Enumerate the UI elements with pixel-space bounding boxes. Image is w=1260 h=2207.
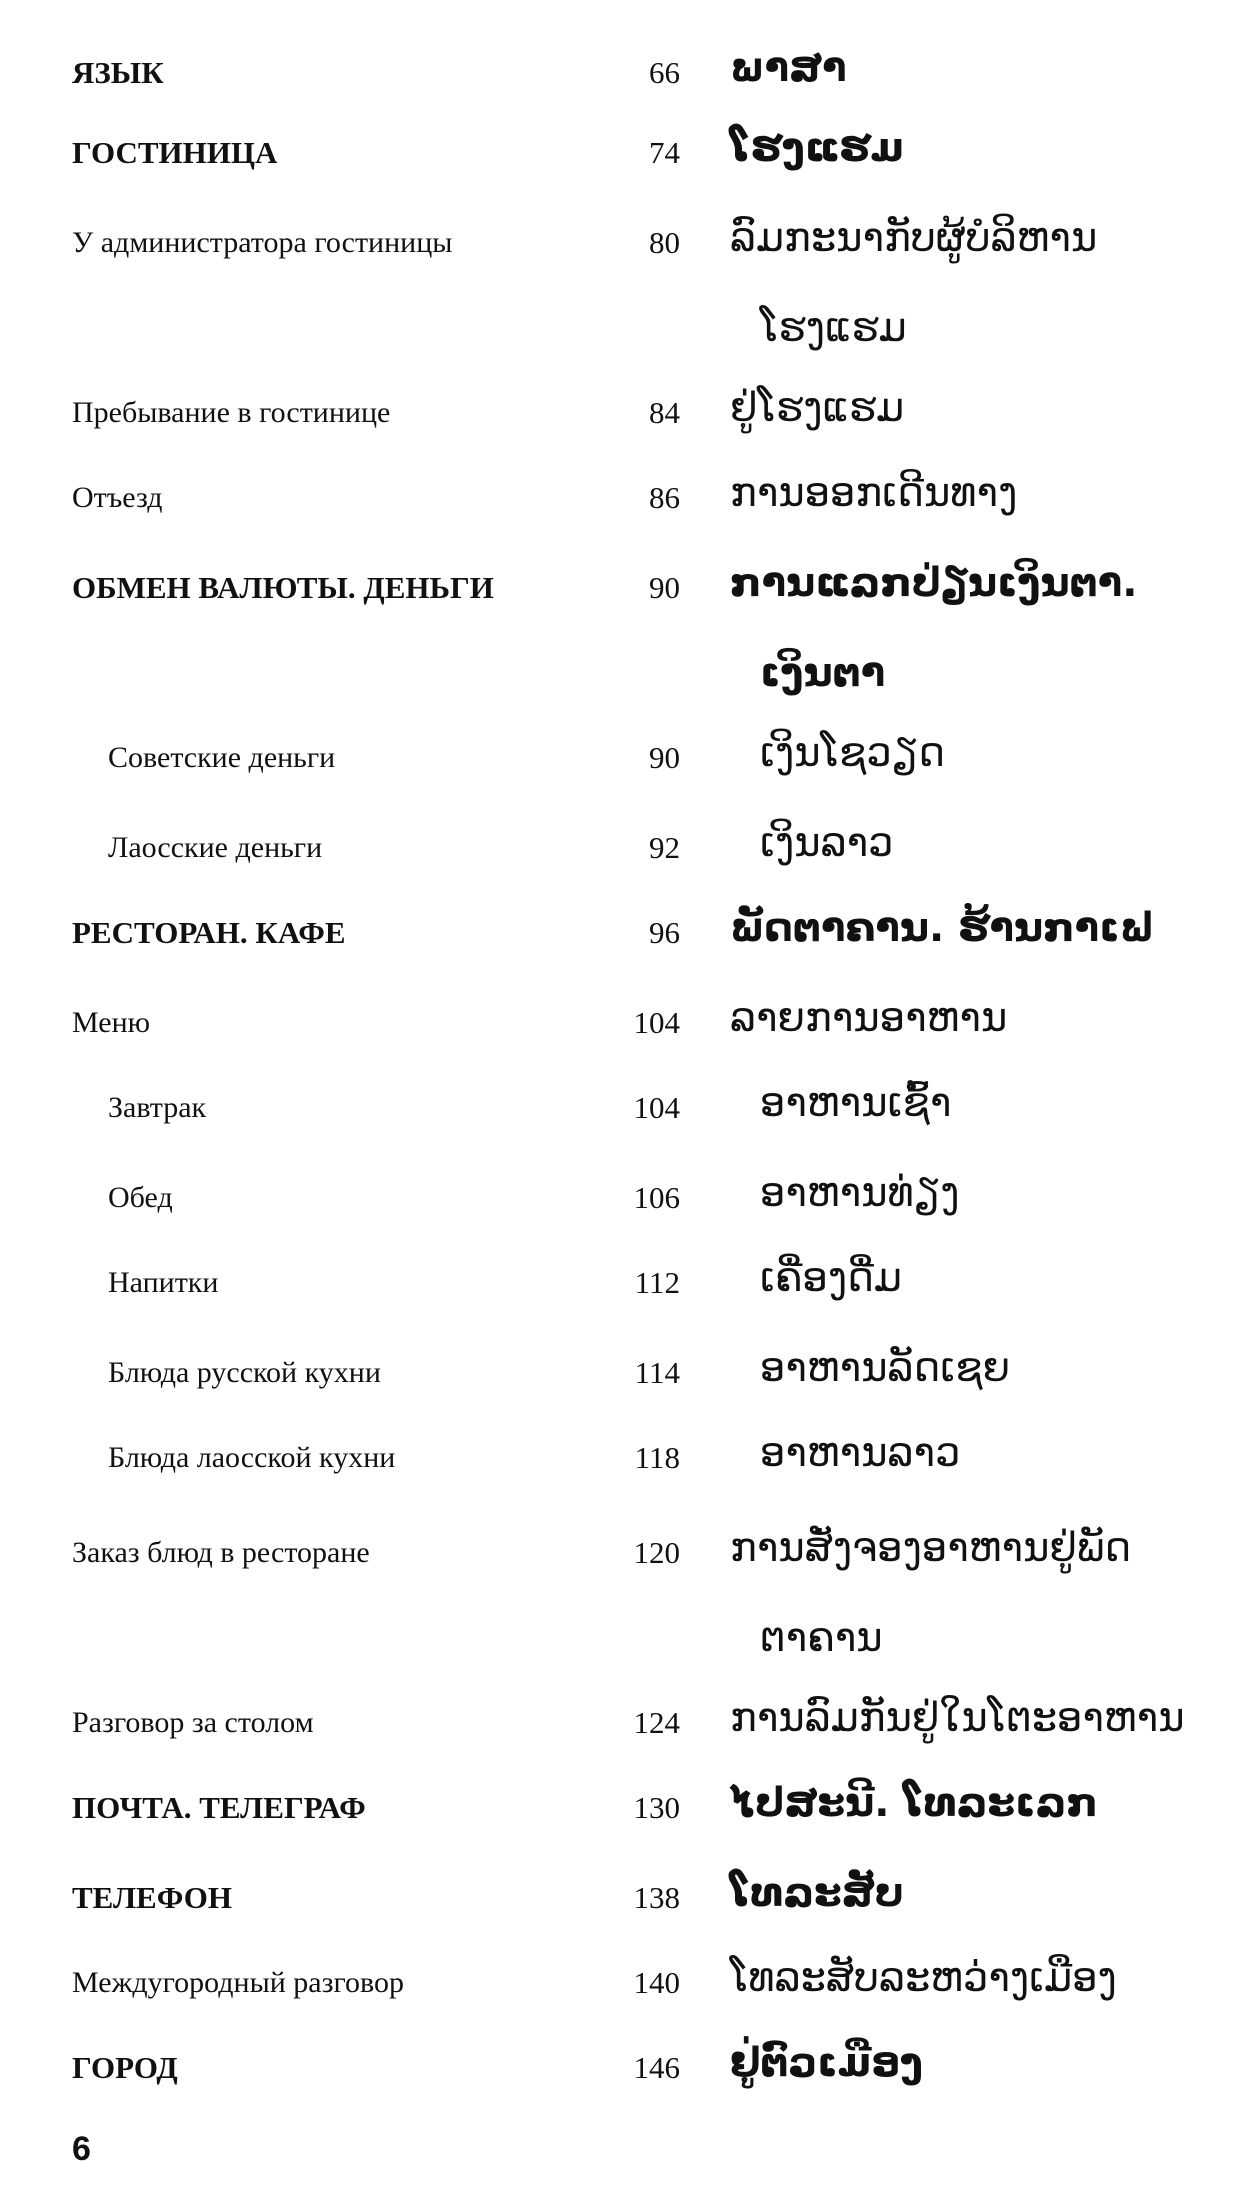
entry-title-lao-continuation: ຕາຄານ [760,1615,883,1661]
entry-title-russian: Завтрак [108,1091,207,1124]
section-heading-russian: ЯЗЫК [72,55,164,90]
entry-title-lao: ລົມກະນາກັບຜູ້ບໍລິຫານ [730,215,1098,261]
entry-title-lao: ໄປສະນີ. ໂທລະເລກ [730,1780,1098,1826]
entry-page-number: 84 [649,395,680,430]
entry-title-russian: Лаосские деньги [108,831,323,864]
entry-page-number: 90 [649,740,680,775]
entry-title-russian: Междугородный разговор [72,1966,404,1999]
entry-title-lao-continuation: ເງິນຕາ [760,650,886,696]
entry-title-lao: ໂທລະສັບລະຫວ່າງເມືອງ [730,1955,1117,2001]
entry-page-number: 124 [633,1705,680,1740]
entry-title-lao: ເງິນໂຊວຽດ [760,730,945,776]
entry-page-number: 118 [634,1440,680,1475]
entry-page-number: 66 [649,55,680,90]
entry-title-lao: ພາສາ [730,45,847,91]
entry-title-lao: ອາຫານລາວ [760,1430,961,1476]
entry-page-number: 120 [633,1535,680,1570]
entry-title-russian: Блюда лаосской кухни [108,1441,396,1474]
entry-title-lao: ເງິນລາວ [760,820,894,866]
entry-title-lao-continuation: ໂຮງແຮມ [760,305,907,351]
entry-title-lao: ການອອກເດີນທາງ [730,470,1018,516]
entry-title-russian: Меню [72,1006,151,1039]
entry-page-number: 92 [649,830,680,865]
entry-page-number: 140 [633,1965,680,2000]
section-heading-russian: ГОСТИНИЦА [72,135,278,170]
entry-page-number: 130 [633,1790,680,1825]
entry-title-russian: Заказ блюд в ресторане [72,1536,370,1569]
entry-title-russian: Напитки [108,1266,219,1299]
entry-title-lao: ການແລກປ່ຽນເງິນຕາ. [730,560,1138,606]
section-heading-russian: ОБМЕН ВАЛЮТЫ. ДЕНЬГИ [72,570,494,605]
entry-title-lao: ພັດຕາຄານ. ຮ້ານກາເຟ [730,905,1155,951]
page-number: 6 [72,2130,91,2168]
entry-title-lao: ການລົມກັນຢູ່ໃນໂຕະອາຫານ [730,1695,1185,1741]
entry-page-number: 114 [634,1355,680,1390]
entry-title-lao: ໂທລະສັບ [730,1870,904,1916]
entry-title-russian: Советские деньги [108,741,336,774]
entry-title-russian: Обед [108,1181,173,1214]
entry-page-number: 106 [633,1180,680,1215]
entry-title-lao: ໂຮງແຮມ [730,125,904,171]
section-heading-russian: ТЕЛЕФОН [72,1880,232,1915]
entry-title-russian: Разговор за столом [72,1706,314,1739]
entry-title-lao: ອາຫານເຊົ້າ [760,1080,952,1126]
section-heading-russian: РЕСТОРАН. КАФЕ [72,915,346,950]
entry-page-number: 112 [634,1265,680,1300]
entry-title-russian: Пребывание в гостинице [72,396,391,429]
entry-page-number: 146 [633,2050,680,2085]
entry-title-russian: Отъезд [72,481,163,514]
entry-title-russian: Блюда русской кухни [108,1356,381,1389]
entry-title-russian: У администратора гостиницы [72,226,453,259]
entry-title-lao: ອາຫານລັດເຊຍ [760,1345,1011,1391]
entry-page-number: 104 [633,1090,680,1125]
entry-title-lao: ຢູ່ຕົວເມືອງ [730,2040,923,2086]
entry-title-lao: ລາຍການອາຫານ [730,995,1008,1041]
section-heading-russian: ГОРОД [72,2050,178,2085]
entry-page-number: 86 [649,480,680,515]
entry-title-lao: ຢູ່ໂຮງແຮມ [730,385,905,431]
section-heading-russian: ПОЧТА. ТЕЛЕГРАФ [72,1790,366,1825]
entry-page-number: 80 [649,225,680,260]
entry-title-lao: ການສັ່ງຈອງອາຫານຢູ່ພັດ [730,1525,1132,1571]
entry-title-lao: ເຄື່ອງດື່ມ [760,1255,902,1301]
entry-page-number: 138 [633,1880,680,1915]
entry-page-number: 96 [649,915,680,950]
entry-page-number: 104 [633,1005,680,1040]
entry-page-number: 74 [649,135,680,170]
entry-title-lao: ອາຫານທ່ຽງ [760,1170,960,1216]
entry-page-number: 90 [649,570,680,605]
